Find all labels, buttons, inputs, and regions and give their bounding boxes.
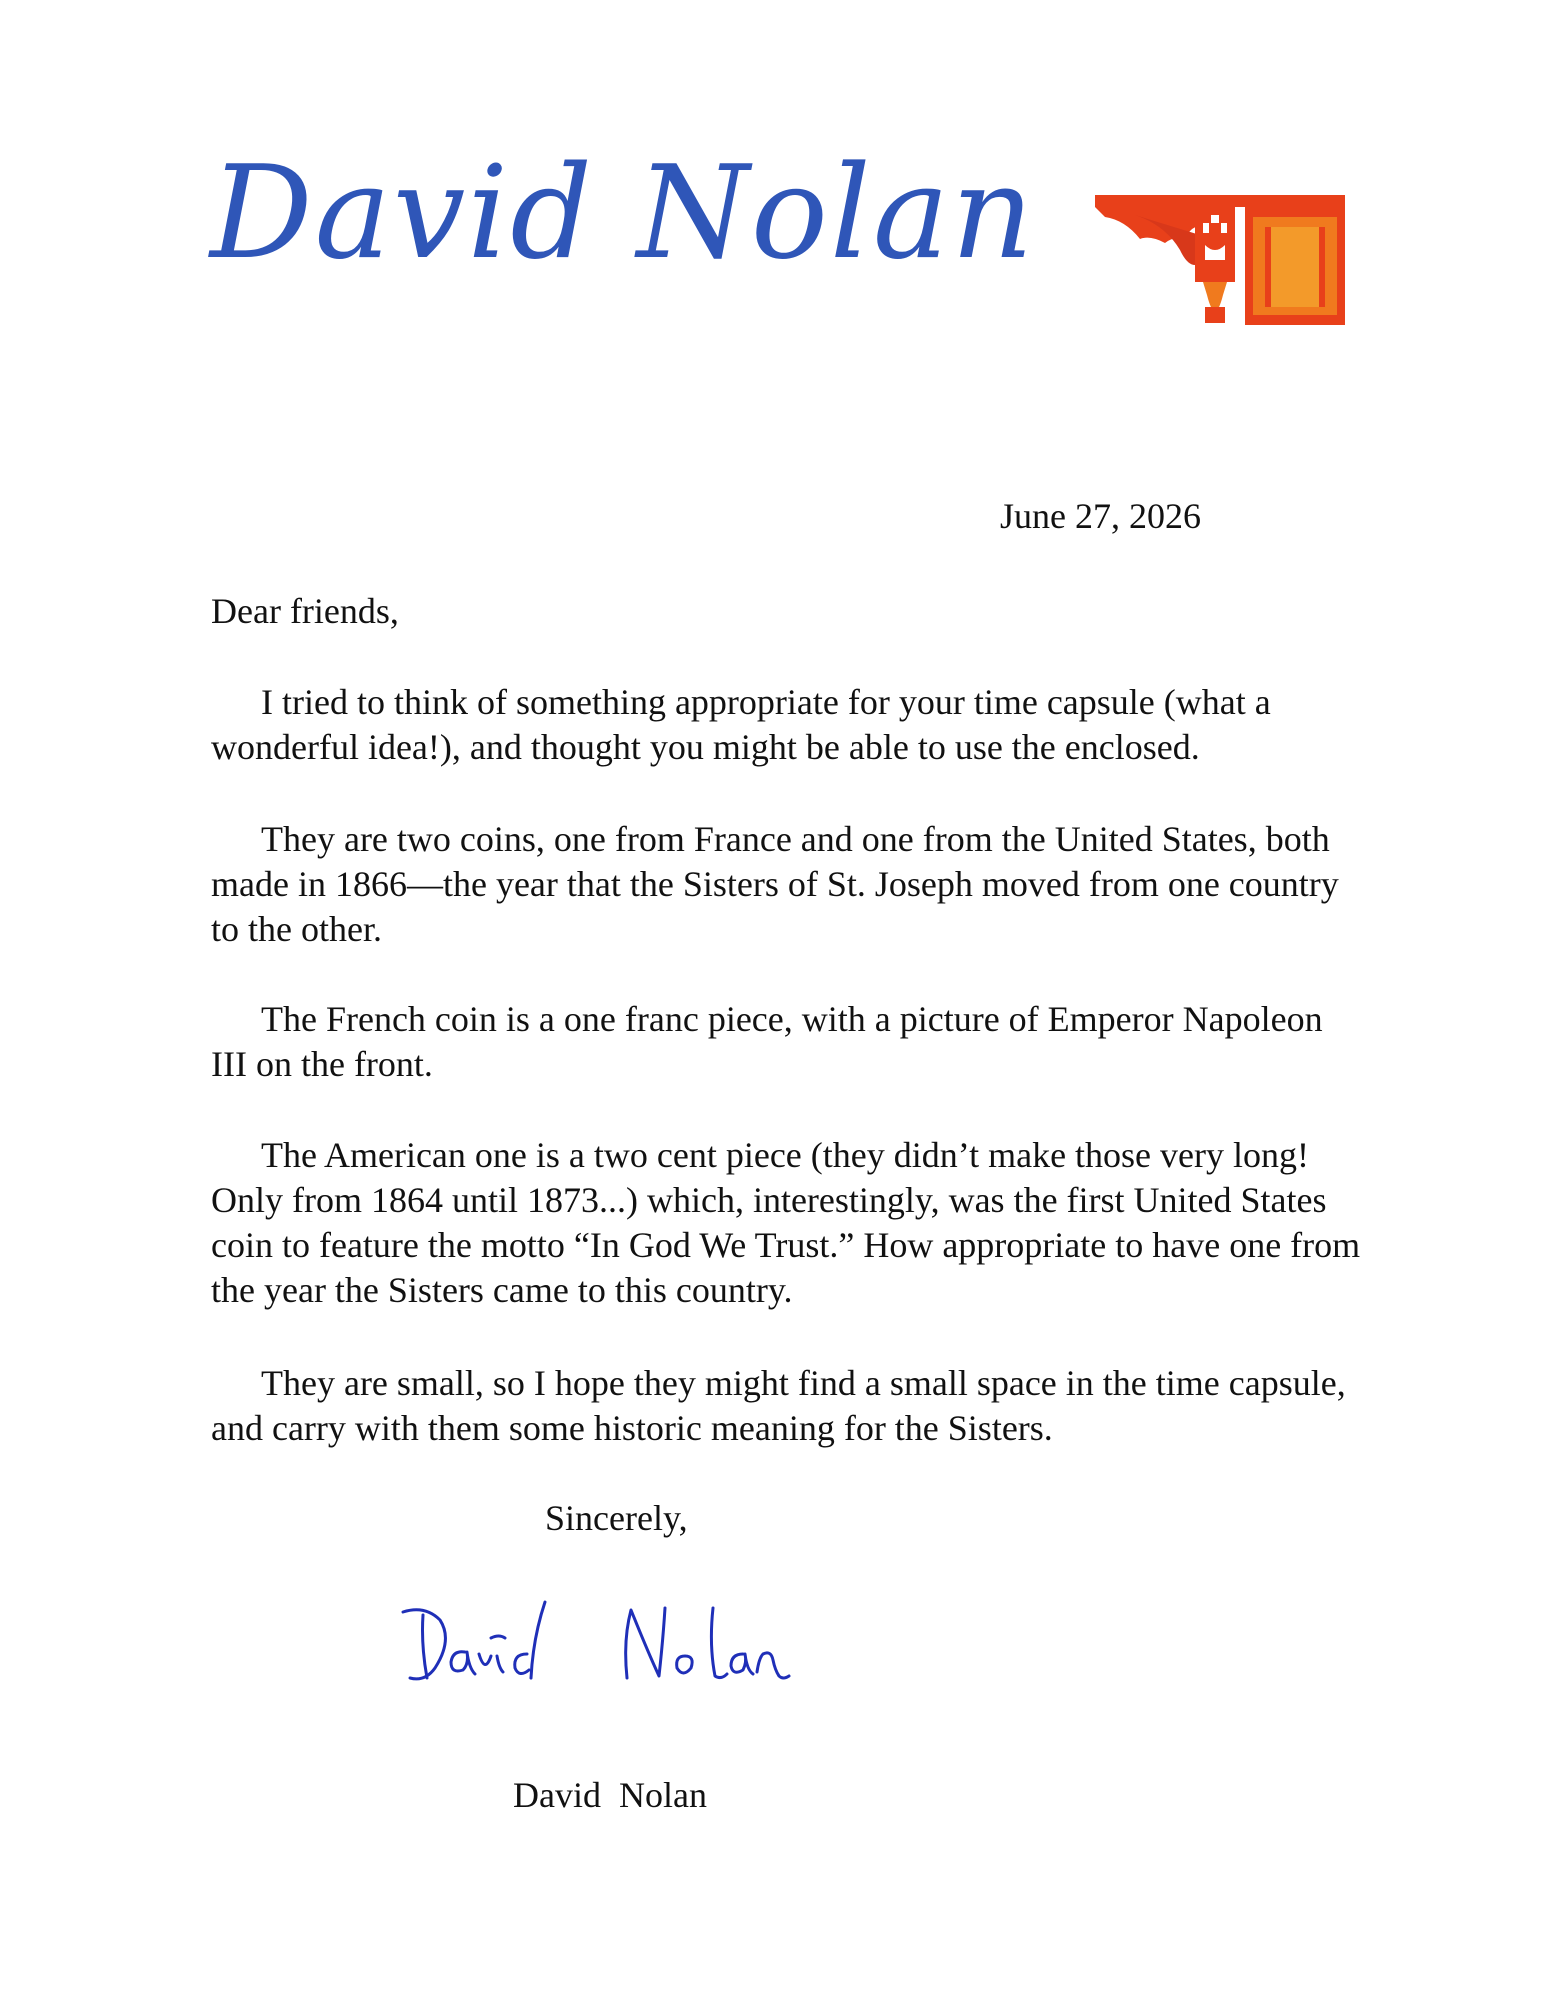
typed-signature-name: David Nolan [513, 1775, 707, 1815]
paragraph: They are small, so I hope they might find a small space in the time capsule, and carry with them some historic meaning for the Sisters. [211, 1363, 1346, 1448]
paragraph: The American one is a two cent piece (they didn’t make those very long! Only from 1864 until 1873...) which, interestingly, was the first United States coin to feature the motto “In God We Trust.” How appropriate to have one from the year the Sisters came to this country. [211, 1135, 1361, 1310]
paragraph: The French coin is a one franc piece, with a picture of Emperor Napoleon III on the front. [211, 999, 1323, 1084]
letterhead-name: David Nolan [210, 139, 1036, 288]
salutation: Dear friends, [211, 591, 399, 631]
paragraph: They are two coins, one from France and one from the United States, both made in 1866—the year that the Sisters of St. Joseph moved from one country to the other. [211, 819, 1339, 949]
letter-date: June 27, 2026 [1000, 496, 1201, 536]
handwritten-signature [395, 1590, 815, 1710]
closing: Sincerely, [545, 1498, 688, 1538]
paragraph: I tried to think of something appropriate for your time capsule (what a wonderful idea!), and thought you might be able to use the enclosed. [211, 682, 1271, 767]
bracket-logo-icon [1095, 195, 1345, 325]
